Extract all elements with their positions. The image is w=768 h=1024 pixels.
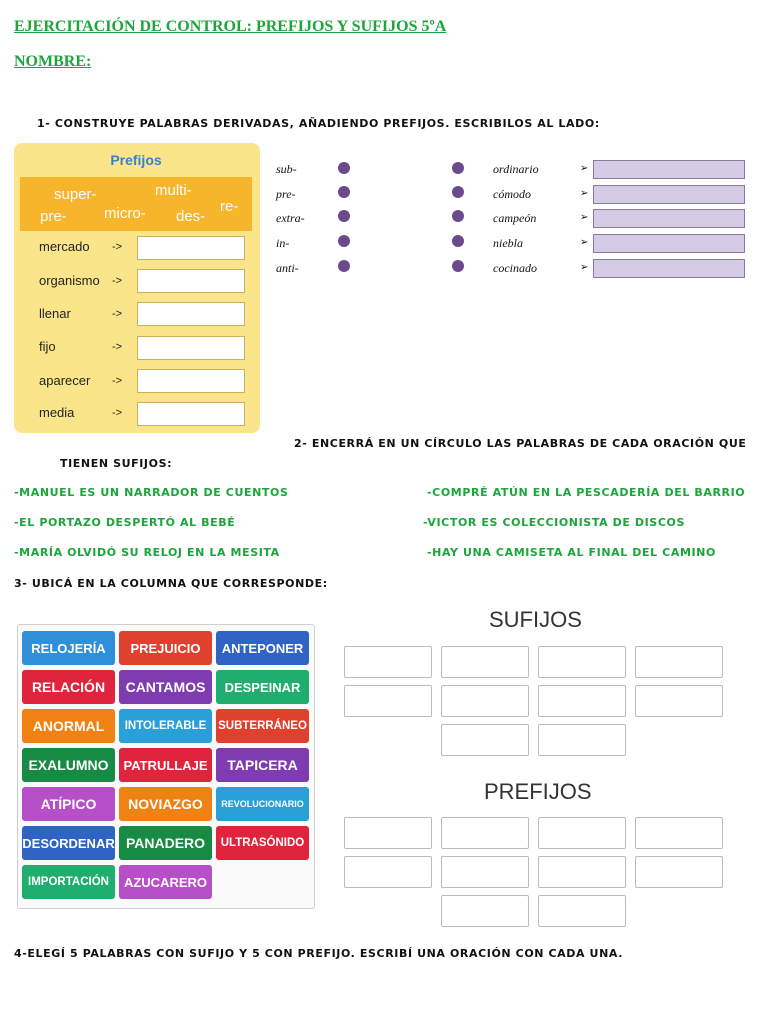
arrow-icon: -> [112,275,123,287]
word-tile[interactable]: INTOLERABLE [119,709,212,743]
pointer-icon: ➢ [580,212,589,223]
word-tile[interactable]: SUBTERRÁNEO [216,709,309,743]
match-dot[interactable] [338,186,350,198]
prefix-panel-title: Prefijos [110,152,162,168]
suffix-drop-slot[interactable] [635,685,723,717]
match-dot[interactable] [452,186,464,198]
sentence: -EL PORTAZO DESPERTÓ AL BEBÉ [14,516,236,529]
name-label: NOMBRE: [14,53,92,70]
match-dot[interactable] [338,210,350,222]
arrow-icon: -> [112,407,123,419]
word-label: mercado [39,239,90,254]
sentence: -VICTOR ES COLECCIONISTA DE DISCOS [423,516,685,529]
word-tile[interactable]: REVOLUCIONARIO [216,787,309,821]
exercise1-instruction: 1- CONSTRUYE PALABRAS DERIVADAS, AÑADIENDO PREFIJOS. ESCRIBILOS AL LADO: [37,117,600,130]
suffix-drop-slot[interactable] [538,646,626,678]
match-word: campeón [493,211,537,225]
pointer-icon: ➢ [580,262,589,273]
match-word: cómodo [493,187,531,201]
exercise3-instruction: 3- UBICÁ EN LA COLUMNA QUE CORRESPONDE: [14,577,328,590]
word-tile[interactable]: CANTAMOS [119,670,212,704]
word-tile[interactable]: DESPEINAR [216,670,309,704]
word-tile[interactable]: ATÍPICO [22,787,115,821]
match-prefix: in- [276,236,290,250]
suffix-drop-slot[interactable] [344,685,432,717]
match-prefix: pre- [276,187,296,201]
prefix-tag: micro- [104,205,146,222]
suffix-drop-slot[interactable] [344,646,432,678]
suffix-drop-slot[interactable] [441,685,529,717]
match-dot[interactable] [338,235,350,247]
arrow-icon: -> [112,341,123,353]
match-word: ordinario [493,162,539,176]
answer-box[interactable] [137,336,245,360]
arrow-icon: -> [112,375,123,387]
word-tile[interactable]: IMPORTACIÓN [22,865,115,899]
prefix-drop-slot[interactable] [538,856,626,888]
prefix-drop-slot[interactable] [635,817,723,849]
prefix-tag: super- [54,186,97,203]
word-label: media [39,405,75,420]
match-answer-box[interactable] [593,234,745,253]
suffix-drop-slot[interactable] [538,724,626,756]
word-tile-grid [17,624,315,909]
prefix-drop-slot[interactable] [635,856,723,888]
match-word: niebla [493,236,523,250]
word-tile[interactable]: RELACIÓN [22,670,115,704]
word-label: organismo [39,273,100,288]
match-dot[interactable] [452,210,464,222]
answer-box[interactable] [137,402,245,426]
word-tile[interactable]: PREJUICIO [119,631,212,665]
word-label: llenar [39,306,71,321]
prefix-drop-slot[interactable] [344,817,432,849]
sentence: -MARÍA OLVIDÓ SU RELOJ EN LA MESITA [14,546,280,559]
match-dot[interactable] [338,162,350,174]
prefix-tag: pre- [40,208,67,225]
word-tile[interactable]: ULTRASÓNIDO [216,826,309,860]
match-dot[interactable] [452,260,464,272]
sentence: -MANUEL ES UN NARRADOR DE CUENTOS [14,486,289,499]
word-tile[interactable]: ANTEPONER [216,631,309,665]
prefix-heading: PREFIJOS [484,779,592,804]
prefix-drop-slot[interactable] [344,856,432,888]
arrow-icon: -> [112,308,123,320]
word-label: fijo [39,339,56,354]
exercise4-instruction: 4-ELEGÍ 5 PALABRAS CON SUFIJO Y 5 CON PREFIJO. ESCRIBÍ UNA ORACIÓN CON CADA UNA. [14,947,623,960]
prefix-drop-slot[interactable] [441,817,529,849]
pointer-icon: ➢ [580,163,589,174]
answer-box[interactable] [137,369,245,393]
prefix-drop-slot[interactable] [538,817,626,849]
sentence: -COMPRÉ ATÚN EN LA PESCADERÍA DEL BARRIO [427,486,746,499]
suffix-drop-slot[interactable] [635,646,723,678]
answer-box[interactable] [137,236,245,260]
word-tile[interactable]: PANADERO [119,826,212,860]
answer-box[interactable] [137,302,245,326]
match-dot[interactable] [452,162,464,174]
word-tile[interactable]: PATRULLAJE [119,748,212,782]
match-answer-box[interactable] [593,209,745,228]
match-dot[interactable] [452,235,464,247]
word-tile[interactable]: RELOJERÍA [22,631,115,665]
match-dot[interactable] [338,260,350,272]
suffix-drop-slot[interactable] [441,646,529,678]
page-title: EJERCITACIÓN DE CONTROL: PREFIJOS Y SUFIJOS 5ºA [14,18,447,35]
match-prefix: extra- [276,211,305,225]
exercise2-instruction-cont: TIENEN SUFIJOS: [60,457,173,470]
prefix-drop-slot[interactable] [441,895,529,927]
exercise2-instruction: 2- ENCERRÁ EN UN CÍRCULO LAS PALABRAS DE CADA ORACIÓN QUE [294,437,747,450]
word-tile[interactable]: EXALUMNO [22,748,115,782]
match-prefix: sub- [276,162,297,176]
sentence: -HAY UNA CAMISETA AL FINAL DEL CAMINO [427,546,716,559]
answer-box[interactable] [137,269,245,293]
word-tile[interactable]: DESORDENAR [22,826,115,860]
match-answer-box[interactable] [593,259,745,278]
arrow-icon: -> [112,241,123,253]
word-tile[interactable]: NOVIAZGO [119,787,212,821]
prefix-tag: des- [176,208,206,225]
word-tile[interactable]: ANORMAL [22,709,115,743]
suffix-drop-slot[interactable] [538,685,626,717]
word-tile[interactable]: AZUCARERO [119,865,212,899]
match-answer-box[interactable] [593,160,745,179]
prefix-tag: multi- [155,182,192,199]
match-prefix: anti- [276,261,299,275]
suffix-drop-slot[interactable] [441,724,529,756]
suffix-heading: SUFIJOS [489,607,582,632]
pointer-icon: ➢ [580,188,589,199]
match-word: cocinado [493,261,537,275]
pointer-icon: ➢ [580,237,589,248]
match-answer-box[interactable] [593,185,745,204]
word-tile[interactable]: TAPICERA [216,748,309,782]
prefix-drop-slot[interactable] [441,856,529,888]
prefix-drop-slot[interactable] [538,895,626,927]
prefix-tag: re- [220,198,239,215]
word-label: aparecer [39,373,91,388]
